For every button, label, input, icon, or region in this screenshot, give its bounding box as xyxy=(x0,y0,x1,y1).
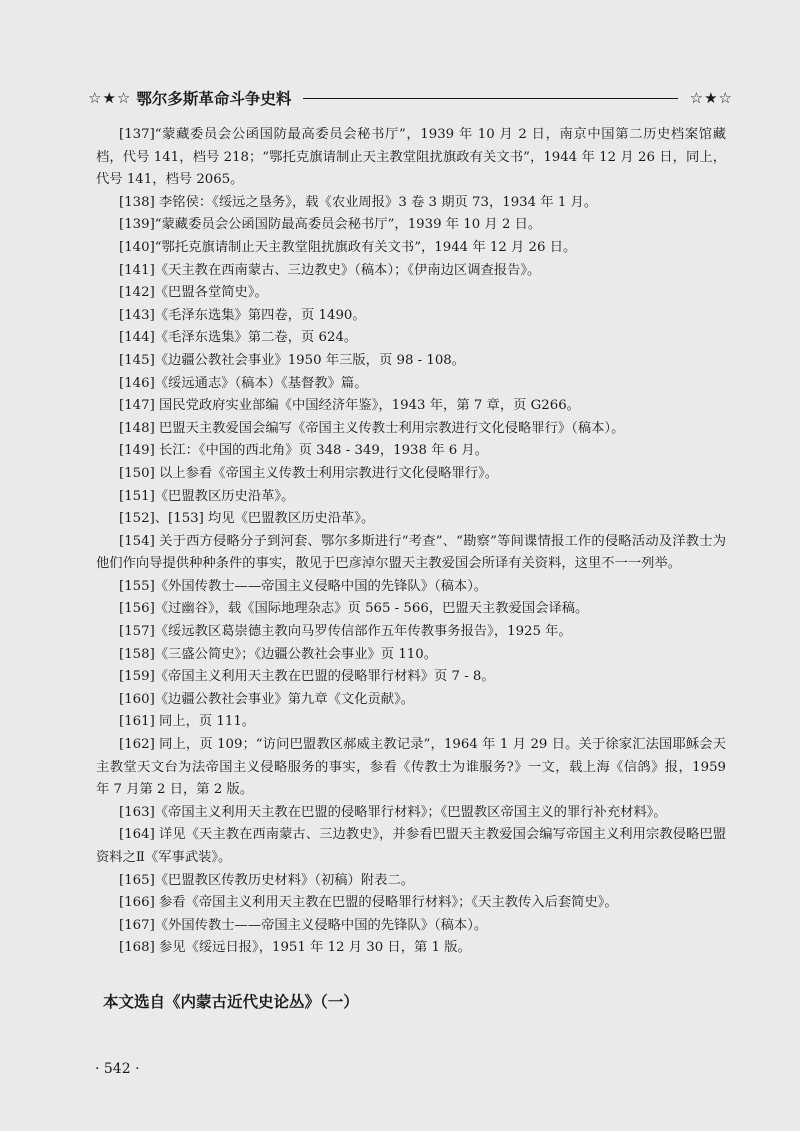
endnote-137: [137]“蒙藏委员会公函国防最高委员会秘书厅”，1939 年 10 月 2 日，南京中国第二历史档案馆藏档，代号 141，档号 218；“鄂托克旗请制止天主教堂阻扰旗政有关文书”，1944 年 12 月 26 日，同上，代号 141，档号 2065。 xyxy=(96,127,726,188)
endnote-168: [168] 参见《绥远日报》，1951 年 12 月 30 日，第 1 版。 xyxy=(119,940,471,956)
endnote-167: [167]《外国传教士——帝国主义侵略中国的先锋队》（稿本）。 xyxy=(119,917,488,933)
endnote-156: [156]《过幽谷》，载《国际地理杂志》页 565 - 566，巴盟天主教爱国会译稿。 xyxy=(119,601,589,617)
endnote-165: [165]《巴盟教区传教历史材料》（初稿）附表二。 xyxy=(119,872,415,888)
endnote-150: [150] 以上参看《帝国主义传教士利用宗教进行文化侵略罪行》。 xyxy=(119,465,499,481)
endnote-161: [161] 同上，页 111。 xyxy=(119,714,256,730)
endnote-145: [145]《边疆公教社会事业》1950 年三版，页 98 - 108。 xyxy=(119,352,466,368)
star-ornament-left: ☆★☆ xyxy=(88,88,132,107)
endnote-155: [155]《外国传教士——帝国主义侵略中国的先锋队》（稿本）。 xyxy=(119,578,488,594)
endnote-142: [142]《巴盟各堂简史》。 xyxy=(119,285,268,301)
page-number: · 542 · xyxy=(95,1061,140,1077)
endnote-151: [151]《巴盟教区历史沿革》。 xyxy=(119,488,295,504)
header-rule xyxy=(303,98,677,99)
endnote-143: [143]《毛泽东选集》第四卷，页 1490。 xyxy=(119,307,366,323)
endnote-157: [157]《绥远教区葛崇德主教向马罗传信部作五年传教事务报告》，1925 年。 xyxy=(119,624,572,640)
endnote-147: [147] 国民党政府实业部编《中国经济年鉴》，1943 年，第 7 章，页 G266。 xyxy=(119,398,580,414)
endnote-139: [139]“蒙藏委员会公函国防最高委员会秘书厅”，1939 年 10 月 2 日。 xyxy=(119,217,542,233)
endnote-148: [148] 巴盟天主教爱国会编写《帝国主义传教士利用宗教进行文化侵略罪行》（稿本）。 xyxy=(119,420,625,436)
endnote-160: [160]《边疆公教社会事业》第九章《文化贡献》。 xyxy=(119,691,415,707)
endnote-164: [164] 详见《天主教在西南蒙古、三边教史》，并参看巴盟天主教爱国会编写帝国主义利用宗教侵略巴盟资料之Ⅱ《军事武装》。 xyxy=(96,827,726,865)
endnote-141: [141]《天主教在西南蒙古、三边教史》（稿本）；《伊南边区调查报告》。 xyxy=(119,262,541,278)
star-ornament-right: ☆★☆ xyxy=(689,88,733,107)
endnote-144: [144]《毛泽东选集》第二卷，页 624。 xyxy=(119,330,358,346)
endnote-138: [138] 李铭侯：《绥远之垦务》，载《农业周报》3 卷 3 期页 73，1934 年 1 月。 xyxy=(119,194,598,210)
running-header xyxy=(88,86,733,110)
endnote-146: [146]《绥远通志》（稿本）《基督教》篇。 xyxy=(119,375,368,391)
endnote-158: [158]《三盛公简史》；《边疆公教社会事业》页 110。 xyxy=(119,646,437,662)
endnote-140: [140]“鄂托克旗请制止天主教堂阻扰旗政有关文书”，1944 年 12 月 26 日。 xyxy=(119,239,577,255)
endnotes-list xyxy=(96,124,726,960)
endnote-149: [149] 长江：《中国的西北角》页 348 - 349，1938 年 6 月。 xyxy=(119,443,488,459)
endnote-159: [159]《帝国主义利用天主教在巴盟的侵略罪行材料》页 7 - 8。 xyxy=(119,669,495,685)
endnote-163: [163]《帝国主义利用天主教在巴盟的侵略罪行材料》；《巴盟教区帝国主义的罪行补充材料》。 xyxy=(119,804,667,820)
endnote-166: [166] 参看《帝国主义利用天主教在巴盟的侵略罪行材料》；《天主教传入后套简史》。 xyxy=(119,895,618,911)
running-header-title: 鄂尔多斯革命斗争史料 xyxy=(136,90,292,108)
source-note: 本文选自《内蒙古近代史论丛》（一） xyxy=(103,993,359,1011)
endnote-152-153: [152]、[153] 均见《巴盟教区历史沿革》。 xyxy=(119,511,375,527)
endnote-162: [162] 同上，页 109；“访问巴盟教区郝威主教记录”，1964 年 1 月 29 日。关于徐家汇法国耶稣会天主教堂天文台为法帝国主义侵略服务的事实，参看《传教士为谁服务?》一文，载上海《信鸽》报，1959 年 7 月第 2 日，第 2 版。 xyxy=(96,737,726,798)
endnote-154: [154] 关于西方侵略分子到河套、鄂尔多斯进行“考查”、“勘察”等间谍情报工作的侵略活动及洋教士为他们作向导提供种种条件的事实，散见于巴彦淖尔盟天主教爱国会所译有关资料，这里不一一列举。 xyxy=(96,533,726,572)
